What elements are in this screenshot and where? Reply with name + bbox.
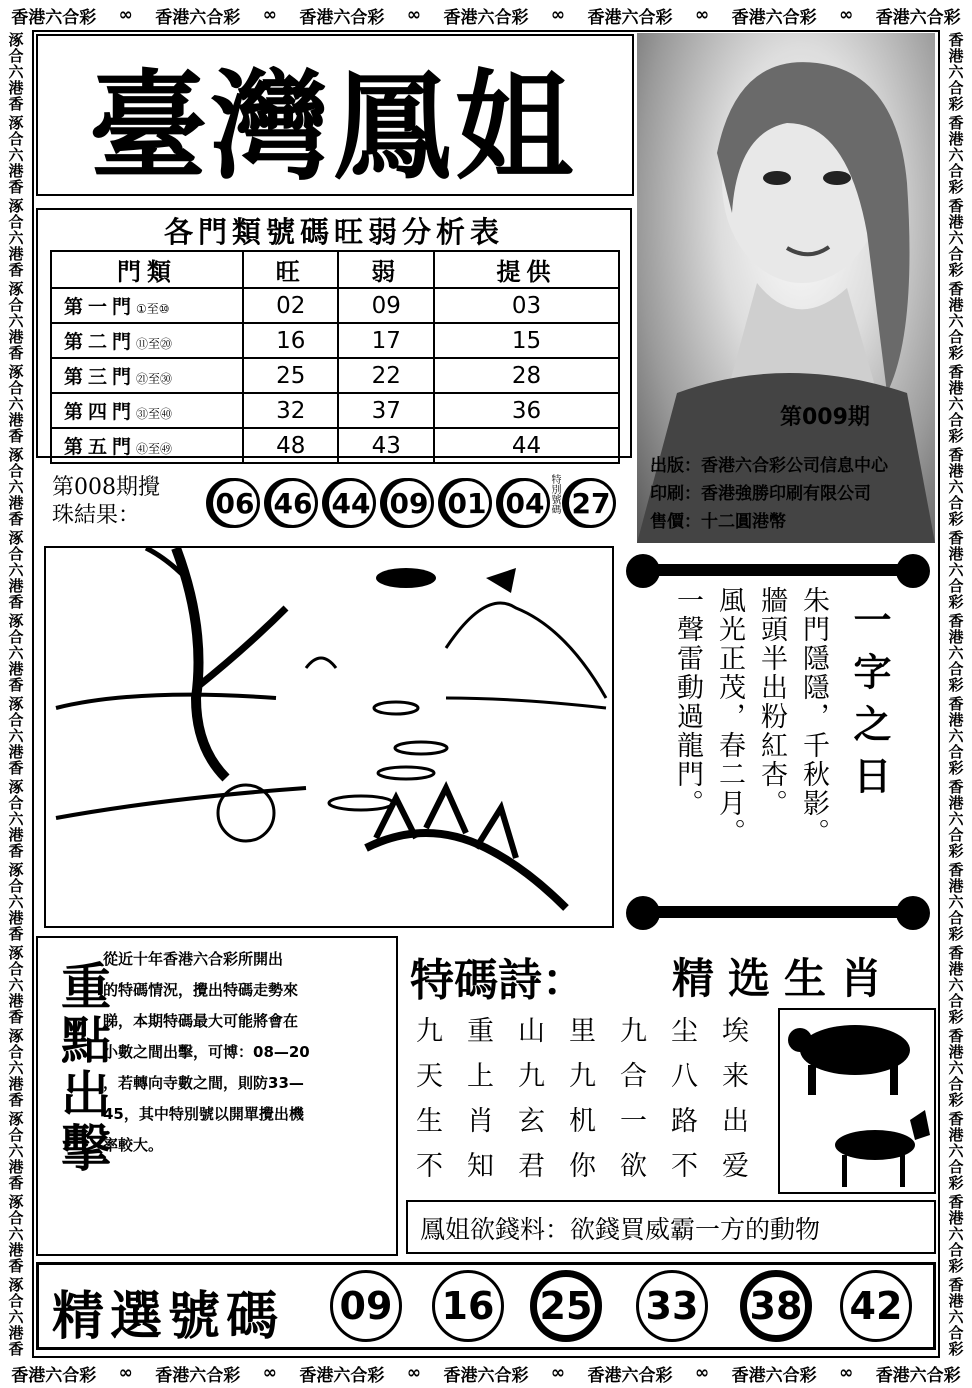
- special-ball: 27: [566, 478, 616, 528]
- poem-column: 重上肖知: [462, 1016, 493, 1196]
- category-cell: 第三門㉑至㉚: [51, 358, 243, 393]
- issue-number: 第009期: [780, 405, 870, 430]
- result-ball: 01: [442, 478, 492, 528]
- poem-body: [412, 1016, 746, 1196]
- offer-cell: 15: [434, 323, 619, 358]
- printer-line: 印刷：香港強勝印刷有限公司: [650, 484, 871, 504]
- result-ball: 46: [268, 478, 318, 528]
- table-row: [51, 428, 619, 463]
- price-line: 售價：十二圓港幣: [650, 512, 786, 532]
- col-header: 提供: [434, 251, 619, 288]
- selected-number: 16: [432, 1270, 504, 1342]
- result-ball: 44: [326, 478, 376, 528]
- riddle-line: 一聲雷動過龍門。: [672, 586, 703, 818]
- key-note-title: 重點出擊: [53, 960, 112, 1176]
- landscape-illustration: [46, 548, 612, 926]
- weak-cell: 17: [338, 323, 433, 358]
- money-tip: 鳳姐欲錢料：欲錢買威霸一方的動物: [420, 1215, 821, 1244]
- category-cell: 第四門㉛至㊵: [51, 393, 243, 428]
- offer-cell: 44: [434, 428, 619, 463]
- result-ball: 09: [384, 478, 434, 528]
- riddle-body: [670, 586, 830, 847]
- poem-title: 特碼詩：: [410, 955, 586, 1006]
- poem-column: 埃来出爱: [717, 1016, 748, 1196]
- selected-number: 38: [740, 1270, 812, 1342]
- weak-cell: 09: [338, 288, 433, 323]
- analysis-heading: 各門類號碼旺弱分析表: [163, 215, 504, 249]
- bottom-border-strip: 香港六合彩 ∞ 香港六合彩 ∞ 香港六合彩 ∞ 香港六合彩 ∞ 香港六合彩 ∞ 香港六合彩 ∞ 香港六合彩: [11, 1363, 961, 1386]
- strong-cell: 25: [243, 358, 338, 393]
- publisher-line: 出版：香港六合彩公司信息中心: [650, 456, 888, 476]
- poem-subtitle: 精选生肖: [672, 954, 897, 1003]
- poem-column: 里九机你: [564, 1016, 595, 1196]
- key-note-text: 從近十年香港六合彩所開出 的特碼情況，攪出特碼走勢來 睇，本期特碼最大可能將會在 小數之間出擊，可博：08—20 ，若轉向寺數之間，則防33— 45，其中特別號以開單攪出機 率較大。: [103, 950, 310, 1154]
- riddle-line: 牆頭半出粉紅杏。: [756, 586, 787, 818]
- strong-cell: 02: [243, 288, 338, 323]
- offer-cell: 28: [434, 358, 619, 393]
- table-header-row: [51, 251, 619, 288]
- scroll-rod: [640, 564, 916, 576]
- selected-number: 33: [636, 1270, 708, 1342]
- weak-cell: 43: [338, 428, 433, 463]
- strong-cell: 32: [243, 393, 338, 428]
- result-ball: 06: [210, 478, 260, 528]
- col-header: 旺: [243, 251, 338, 288]
- selected-number: 25: [530, 1270, 602, 1342]
- table-row: [51, 288, 619, 323]
- top-border-strip: 香港六合彩 ∞ 香港六合彩 ∞ 香港六合彩 ∞ 香港六合彩 ∞ 香港六合彩 ∞ 香港六合彩 ∞ 香港六合彩: [11, 5, 961, 28]
- results-label: 第008期攪 珠結果：: [52, 475, 160, 528]
- selected-number: 42: [840, 1270, 912, 1342]
- table-row: [51, 358, 619, 393]
- special-label: 特別號碼: [549, 474, 560, 514]
- table-row: [51, 393, 619, 428]
- riddle-line: 朱門隱隱，千秋影。: [798, 586, 829, 847]
- selected-number: 09: [330, 1270, 402, 1342]
- poem-column: 山九玄君: [513, 1016, 544, 1196]
- category-cell: 第二門⑪至⑳: [51, 323, 243, 358]
- riddle-title: 一字之日: [847, 600, 891, 808]
- poem-column: 九合一欲: [615, 1016, 646, 1196]
- strong-cell: 48: [243, 428, 338, 463]
- selected-label: 精選號碼: [52, 1286, 285, 1347]
- category-cell: 第一門①至⑩: [51, 288, 243, 323]
- weak-cell: 22: [338, 358, 433, 393]
- right-border-strip: 香港六合彩 香港六合彩 香港六合彩 香港六合彩 香港六合彩 香港六合彩 香港六合彩 香港六合彩 香港六合彩 香港六合彩 香港六合彩 香港六合彩 香港六合彩 香港六合彩 香港六合彩 香港六合彩: [946, 31, 965, 1357]
- weak-cell: 37: [338, 393, 433, 428]
- scroll-rod: [640, 906, 916, 918]
- zodiac-frame: [778, 1008, 936, 1194]
- poem-column: 九天生不: [411, 1016, 442, 1196]
- ox-horse-icon: [780, 1010, 934, 1192]
- col-header: 門類: [51, 251, 243, 288]
- page-title: 臺灣鳳姐: [88, 57, 577, 196]
- col-header: 弱: [338, 251, 433, 288]
- category-cell: 第五門㊶至㊾: [51, 428, 243, 463]
- offer-cell: 36: [434, 393, 619, 428]
- poem-column: 尘八路不: [666, 1016, 697, 1196]
- publisher-info: [650, 452, 888, 536]
- offer-cell: 03: [434, 288, 619, 323]
- left-border-strip: 涿合六港香 涿合六港香 涿合六港香 涿合六港香 涿合六港香 涿合六港香 涿合六港香 涿合六港香 涿合六港香 涿合六港香 涿合六港香 涿合六港香 涿合六港香 涿合六港香 涿合六港香 涿合六港香: [6, 31, 25, 1357]
- table-row: [51, 323, 619, 358]
- result-ball: 04: [500, 478, 550, 528]
- riddle-line: 風光正茂，春二月。: [714, 586, 745, 847]
- strong-cell: 16: [243, 323, 338, 358]
- analysis-table: [50, 250, 620, 464]
- illustration-frame: [44, 546, 614, 928]
